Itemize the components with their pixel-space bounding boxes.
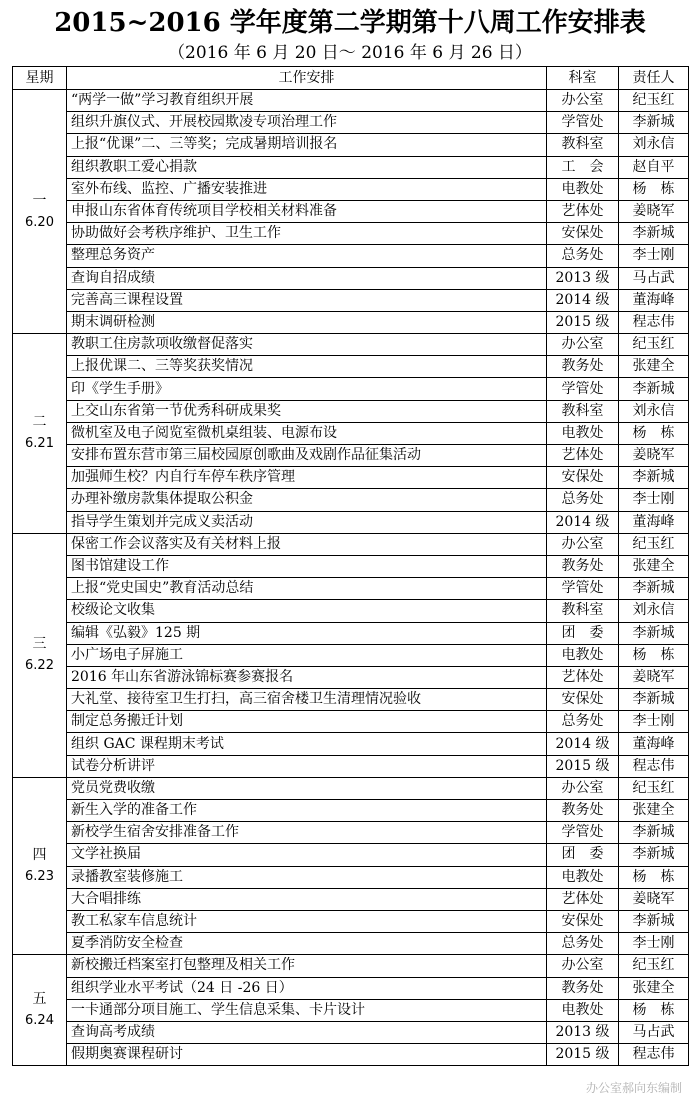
day-cell: [13, 334, 67, 534]
day-cell: [13, 90, 67, 334]
table-row: [13, 666, 689, 688]
task-cell: 小广场电子屏施工: [67, 644, 547, 666]
table-row: [13, 267, 689, 289]
table-row: [13, 755, 689, 777]
dept-cell: 2015 级: [547, 311, 619, 333]
day-cell: [13, 777, 67, 955]
task-cell: 上报“党史国史”教育活动总结: [67, 578, 547, 600]
task-cell: 制定总务搬迁计划: [67, 711, 547, 733]
dept-cell: 电教处: [547, 866, 619, 888]
table-row: [13, 112, 689, 134]
table-row: [13, 134, 689, 156]
owner-cell: 杨 栋: [619, 999, 689, 1021]
task-cell: 文学社换届: [67, 844, 547, 866]
weekday-label: 四: [32, 847, 47, 864]
task-cell: 协助做好会考秩序维护、卫生工作: [67, 223, 547, 245]
table-row: [13, 977, 689, 999]
dept-cell: 学管处: [547, 822, 619, 844]
dept-cell: 安保处: [547, 689, 619, 711]
dept-cell: 艺体处: [547, 445, 619, 467]
table-row: [13, 866, 689, 888]
header-owner: 责任人: [619, 67, 689, 90]
dept-cell: 教务处: [547, 800, 619, 822]
date-range-subtitle: （2016 年 6 月 20 日～ 2016 年 6 月 26 日）: [168, 43, 532, 63]
dept-cell: 2015 级: [547, 1044, 619, 1066]
owner-cell: 程志伟: [619, 755, 689, 777]
owner-cell: 杨 栋: [619, 866, 689, 888]
table-row: [13, 467, 689, 489]
task-cell: 校级论文收集: [67, 600, 547, 622]
table-row: [13, 334, 689, 356]
day-cell: [13, 533, 67, 777]
dept-cell: 艺体处: [547, 888, 619, 910]
date-label: 6.24: [25, 1013, 54, 1029]
owner-cell: 赵自平: [619, 156, 689, 178]
task-cell: 上报优课二、三等奖获奖情况: [67, 356, 547, 378]
owner-cell: 姜晓军: [619, 666, 689, 688]
dept-cell: 办公室: [547, 955, 619, 977]
table-row: [13, 888, 689, 910]
owner-cell: 李新城: [619, 223, 689, 245]
owner-cell: 姜晓军: [619, 445, 689, 467]
task-cell: 安排布置东营市第三届校园原创歌曲及戏剧作品征集活动: [67, 445, 547, 467]
dept-cell: 教科室: [547, 134, 619, 156]
table-header-row: [13, 67, 689, 90]
task-cell: 试卷分析讲评: [67, 755, 547, 777]
task-cell: 编辑《弘毅》125 期: [67, 622, 547, 644]
owner-cell: 李士刚: [619, 245, 689, 267]
dept-cell: 办公室: [547, 777, 619, 799]
dept-cell: 电教处: [547, 422, 619, 444]
dept-cell: 2013 级: [547, 267, 619, 289]
table-row: [13, 822, 689, 844]
dept-cell: 教务处: [547, 977, 619, 999]
dept-cell: 办公室: [547, 533, 619, 555]
owner-cell: 张建全: [619, 800, 689, 822]
owner-cell: 李新城: [619, 112, 689, 134]
page-title: 2015~2016 学年度第二学期第十八周工作安排表: [54, 8, 646, 38]
task-cell: 上交山东省第一节优秀科研成果奖: [67, 400, 547, 422]
dept-cell: 教务处: [547, 356, 619, 378]
task-cell: 党员党费收缴: [67, 777, 547, 799]
date-label: 6.21: [25, 436, 54, 452]
owner-cell: 杨 栋: [619, 422, 689, 444]
table-row: [13, 489, 689, 511]
table-row: [13, 777, 689, 799]
owner-cell: 董海峰: [619, 511, 689, 533]
task-cell: 2016 年山东省游泳锦标赛参赛报名: [67, 666, 547, 688]
owner-cell: 李士刚: [619, 711, 689, 733]
owner-cell: 李新城: [619, 622, 689, 644]
dept-cell: 教科室: [547, 400, 619, 422]
owner-cell: 李新城: [619, 822, 689, 844]
dept-cell: 学管处: [547, 112, 619, 134]
table-row: [13, 445, 689, 467]
footer-credit: 办公室郝向东编制: [585, 1081, 682, 1095]
date-label: 6.20: [25, 214, 54, 230]
table-row: [13, 90, 689, 112]
owner-cell: 纪玉红: [619, 777, 689, 799]
day-cell: [13, 955, 67, 1066]
dept-cell: 电教处: [547, 644, 619, 666]
task-cell: 录播教室装修施工: [67, 866, 547, 888]
dept-cell: 安保处: [547, 223, 619, 245]
table-row: [13, 378, 689, 400]
owner-cell: 刘永信: [619, 600, 689, 622]
task-cell: 大礼堂、接待室卫生打扫，高三宿舍楼卫生清理情况验收: [67, 689, 547, 711]
table-row: [13, 311, 689, 333]
weekday-label: 三: [32, 636, 47, 653]
owner-cell: 马占武: [619, 267, 689, 289]
task-cell: 组织 GAC 课程期末考试: [67, 733, 547, 755]
dept-cell: 安保处: [547, 910, 619, 932]
owner-cell: 张建全: [619, 356, 689, 378]
task-cell: 图书馆建设工作: [67, 555, 547, 577]
header-task: 工作安排: [67, 67, 547, 90]
owner-cell: 刘永信: [619, 400, 689, 422]
task-cell: 指导学生策划并完成义卖活动: [67, 511, 547, 533]
task-cell: 组织学业水平考试（24 日 -26 日）: [67, 977, 547, 999]
task-cell: 组织教职工爱心捐款: [67, 156, 547, 178]
task-cell: 加强师生校？内自行车停车秩序管理: [67, 467, 547, 489]
dept-cell: 2013 级: [547, 1021, 619, 1043]
task-cell: 办理补缴房款集体提取公积金: [67, 489, 547, 511]
weekday-label: 一: [32, 192, 47, 209]
owner-cell: 纪玉红: [619, 533, 689, 555]
table-row: [13, 356, 689, 378]
table-row: [13, 156, 689, 178]
owner-cell: 李士刚: [619, 933, 689, 955]
dept-cell: 安保处: [547, 467, 619, 489]
schedule-body: [13, 90, 689, 1066]
owner-cell: 程志伟: [619, 1044, 689, 1066]
dept-cell: 教科室: [547, 600, 619, 622]
table-row: [13, 933, 689, 955]
table-row: [13, 289, 689, 311]
dept-cell: 电教处: [547, 999, 619, 1021]
task-cell: 保密工作会议落实及有关材料上报: [67, 533, 547, 555]
owner-cell: 李新城: [619, 578, 689, 600]
task-cell: 新校搬迁档案室打包整理及相关工作: [67, 955, 547, 977]
owner-cell: 纪玉红: [619, 334, 689, 356]
table-row: [13, 511, 689, 533]
owner-cell: 姜晓军: [619, 200, 689, 222]
task-cell: 一卡通部分项目施工、学生信息采集、卡片设计: [67, 999, 547, 1021]
task-cell: 微机室及电子阅览室微机桌组装、电源布设: [67, 422, 547, 444]
task-cell: 查询自招成绩: [67, 267, 547, 289]
task-cell: 教工私家车信息统计: [67, 910, 547, 932]
table-row: [13, 844, 689, 866]
owner-cell: 纪玉红: [619, 955, 689, 977]
header-dept: 科室: [547, 67, 619, 90]
table-row: [13, 1021, 689, 1043]
table-row: [13, 245, 689, 267]
table-row: [13, 555, 689, 577]
task-cell: 组织升旗仪式、开展校园欺凌专项治理工作: [67, 112, 547, 134]
owner-cell: 董海峰: [619, 289, 689, 311]
table-row: [13, 622, 689, 644]
table-row: [13, 733, 689, 755]
dept-cell: 艺体处: [547, 666, 619, 688]
task-cell: 新校学生宿舍安排准备工作: [67, 822, 547, 844]
task-cell: 室外布线、监控、广播安装推进: [67, 178, 547, 200]
date-label: 6.23: [25, 869, 54, 885]
owner-cell: 李新城: [619, 378, 689, 400]
table-row: [13, 600, 689, 622]
weekday-label: 二: [32, 414, 47, 431]
owner-cell: 董海峰: [619, 733, 689, 755]
task-cell: 新生入学的准备工作: [67, 800, 547, 822]
task-cell: 申报山东省体育传统项目学校相关材料准备: [67, 200, 547, 222]
table-row: [13, 800, 689, 822]
dept-cell: 工 会: [547, 156, 619, 178]
task-cell: 大合唱排练: [67, 888, 547, 910]
dept-cell: 教务处: [547, 555, 619, 577]
owner-cell: 李新城: [619, 689, 689, 711]
owner-cell: 李新城: [619, 467, 689, 489]
table-row: [13, 422, 689, 444]
owner-cell: 姜晓军: [619, 888, 689, 910]
dept-cell: 办公室: [547, 90, 619, 112]
owner-cell: 程志伟: [619, 311, 689, 333]
table-row: [13, 223, 689, 245]
task-cell: 整理总务资产: [67, 245, 547, 267]
owner-cell: 杨 栋: [619, 644, 689, 666]
task-cell: 印《学生手册》: [67, 378, 547, 400]
task-cell: “两学一做”学习教育组织开展: [67, 90, 547, 112]
owner-cell: 李士刚: [619, 489, 689, 511]
dept-cell: 学管处: [547, 378, 619, 400]
task-cell: 上报“优课”二、三等奖；完成暑期培训报名: [67, 134, 547, 156]
owner-cell: 李新城: [619, 844, 689, 866]
header-day: 星期: [13, 67, 67, 90]
table-row: [13, 689, 689, 711]
dept-cell: 总务处: [547, 489, 619, 511]
dept-cell: 艺体处: [547, 200, 619, 222]
owner-cell: 张建全: [619, 555, 689, 577]
dept-cell: 2015 级: [547, 755, 619, 777]
dept-cell: 2014 级: [547, 733, 619, 755]
weekday-label: 五: [32, 991, 47, 1008]
table-row: [13, 178, 689, 200]
table-row: [13, 955, 689, 977]
dept-cell: 总务处: [547, 933, 619, 955]
table-row: [13, 644, 689, 666]
task-cell: 完善高三课程设置: [67, 289, 547, 311]
owner-cell: 马占武: [619, 1021, 689, 1043]
table-row: [13, 711, 689, 733]
owner-cell: 纪玉红: [619, 90, 689, 112]
table-row: [13, 910, 689, 932]
schedule-table: [12, 66, 689, 1066]
owner-cell: 李新城: [619, 910, 689, 932]
table-row: [13, 533, 689, 555]
dept-cell: 团 委: [547, 844, 619, 866]
dept-cell: 学管处: [547, 578, 619, 600]
table-row: [13, 400, 689, 422]
dept-cell: 总务处: [547, 245, 619, 267]
dept-cell: 总务处: [547, 711, 619, 733]
dept-cell: 2014 级: [547, 511, 619, 533]
date-label: 6.22: [25, 658, 54, 674]
dept-cell: 电教处: [547, 178, 619, 200]
owner-cell: 杨 栋: [619, 178, 689, 200]
table-row: [13, 999, 689, 1021]
task-cell: 查询高考成绩: [67, 1021, 547, 1043]
owner-cell: 刘永信: [619, 134, 689, 156]
task-cell: 夏季消防安全检查: [67, 933, 547, 955]
owner-cell: 张建全: [619, 977, 689, 999]
table-row: [13, 200, 689, 222]
dept-cell: 团 委: [547, 622, 619, 644]
dept-cell: 2014 级: [547, 289, 619, 311]
task-cell: 教职工住房款项收缴督促落实: [67, 334, 547, 356]
dept-cell: 办公室: [547, 334, 619, 356]
table-row: [13, 1044, 689, 1066]
table-row: [13, 578, 689, 600]
task-cell: 期末调研检测: [67, 311, 547, 333]
task-cell: 假期奥赛课程研讨: [67, 1044, 547, 1066]
